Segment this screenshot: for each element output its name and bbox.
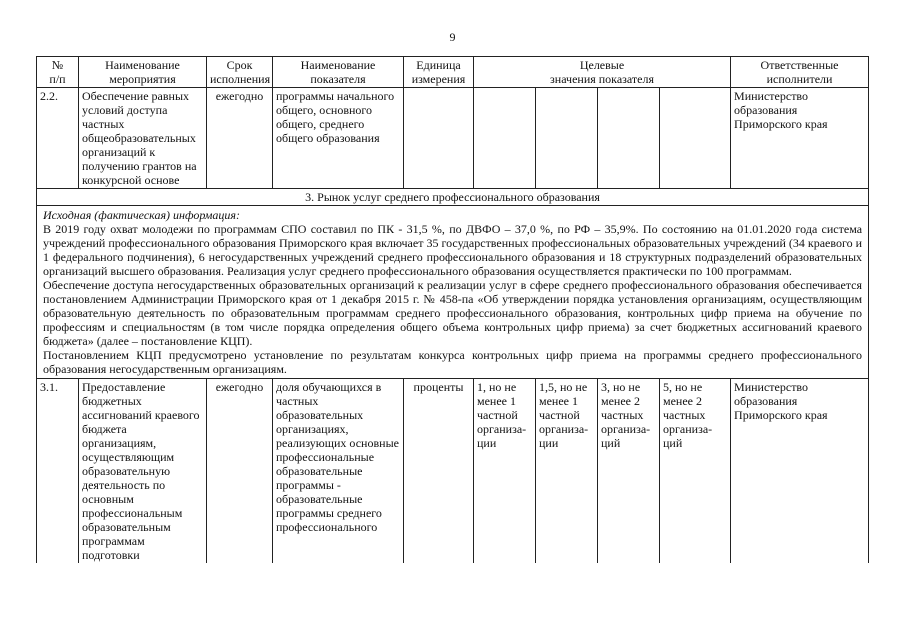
row-2-2-unit — [404, 88, 474, 189]
section-3-title-row — [37, 189, 869, 206]
row-2-2-target-4 — [660, 88, 731, 189]
table-row-3-1 — [37, 379, 869, 564]
info-paragraph-2: Обеспечение доступа негосударственных образовательных организаций к реализации услуг в сфере среднего профессионального образования обеспечивается постановлением Администрации Приморского края от 1 декабря 2015 г. № 458-па «Об утверждении порядка установления организациям, осуществляющим образовательную деятельность по образовательным программам среднего профессионального образования, контрольных цифр приема на обучение по профессиям и специальностям (в том числе порядка определения общего объема контрольных цифр приема) за счет бюджетных ассигнований краевого бюджета» (далее – постановление КЦП). — [43, 278, 863, 348]
header-targets: Целевые значения показателя — [474, 57, 731, 88]
row-3-1-event: Предоставление бюджетных ассигнований краевого бюджета организациям, осуществляющим образовательную деятельность по основным профессиональным образовательным программам подготовки — [79, 379, 207, 564]
table-header-row — [37, 57, 869, 88]
header-term: Срок исполнения — [207, 57, 273, 88]
table-row-2-2 — [37, 88, 869, 189]
row-2-2-term: ежегодно — [207, 88, 273, 189]
section-3-title: 3. Рынок услуг среднего профессионального образования — [37, 189, 869, 206]
row-2-2-target-1 — [474, 88, 536, 189]
page-number: 9 — [449, 30, 456, 44]
section-3-info — [37, 206, 869, 379]
row-3-1-target-2: 1,5, но не менее 1 частной организа-ции — [536, 379, 598, 564]
row-3-1-indicator: доля обучающихся в частных образовательных организациях, реализующих основные профессиональные образовательные программы - образовательные программы среднего профессионального — [273, 379, 404, 564]
row-3-1-unit: проценты — [404, 379, 474, 564]
row-2-2-no: 2.2. — [37, 88, 79, 189]
header-no: № п/п — [37, 57, 79, 88]
row-3-1-responsible: Министерство образования Приморского края — [731, 379, 869, 564]
header-unit: Единица измерения — [404, 57, 474, 88]
header-event: Наименование мероприятия — [79, 57, 207, 88]
row-2-2-event: Обеспечение равных условий доступа частных общеобразовательных организаций к получению грантов на конкурсной основе — [79, 88, 207, 189]
row-2-2-indicator: программы начального общего, основного общего, среднего общего образования — [273, 88, 404, 189]
section-3-info-row — [37, 206, 869, 379]
info-paragraph-3: Постановлением КЦП предусмотрено установление по результатам конкурса контрольных цифр приема на программы среднего профессионального образования негосударственным организациям. — [43, 348, 863, 376]
row-3-1-no: 3.1. — [37, 379, 79, 564]
row-2-2-target-3 — [598, 88, 660, 189]
header-responsible: Ответственные исполнители — [731, 57, 869, 88]
info-paragraph-1: В 2019 году охват молодежи по программам СПО составил по ПК - 31,5 %, по ДВФО – 37,0 %, по РФ – 35,9%. По состоянию на 01.01.2020 года система учреждений профессионального образования Приморского края включает 35 государственных профессиональных образовательных учреждений (34 краевого и 1 федерального подчинения), 6 негосударственных учреждений среднего профессионального образования и 18 структурных подразделений образовательных организаций высшего образования. Реализация услуг среднего профессионального образования осуществляется практически по 100 программам. — [43, 222, 863, 278]
info-lead: Исходная (фактическая) информация: — [43, 208, 240, 222]
row-3-1-target-3: 3, но не менее 2 частных организа-ций — [598, 379, 660, 564]
row-3-1-target-4: 5, но не менее 2 частных организа-ций — [660, 379, 731, 564]
row-3-1-target-1: 1, но не менее 1 частной организа-ции — [474, 379, 536, 564]
header-indicator: Наименование показателя — [273, 57, 404, 88]
measures-table — [36, 56, 869, 563]
row-3-1-term: ежегодно — [207, 379, 273, 564]
row-2-2-target-2 — [536, 88, 598, 189]
row-2-2-responsible: Министерство образования Приморского края — [731, 88, 869, 189]
